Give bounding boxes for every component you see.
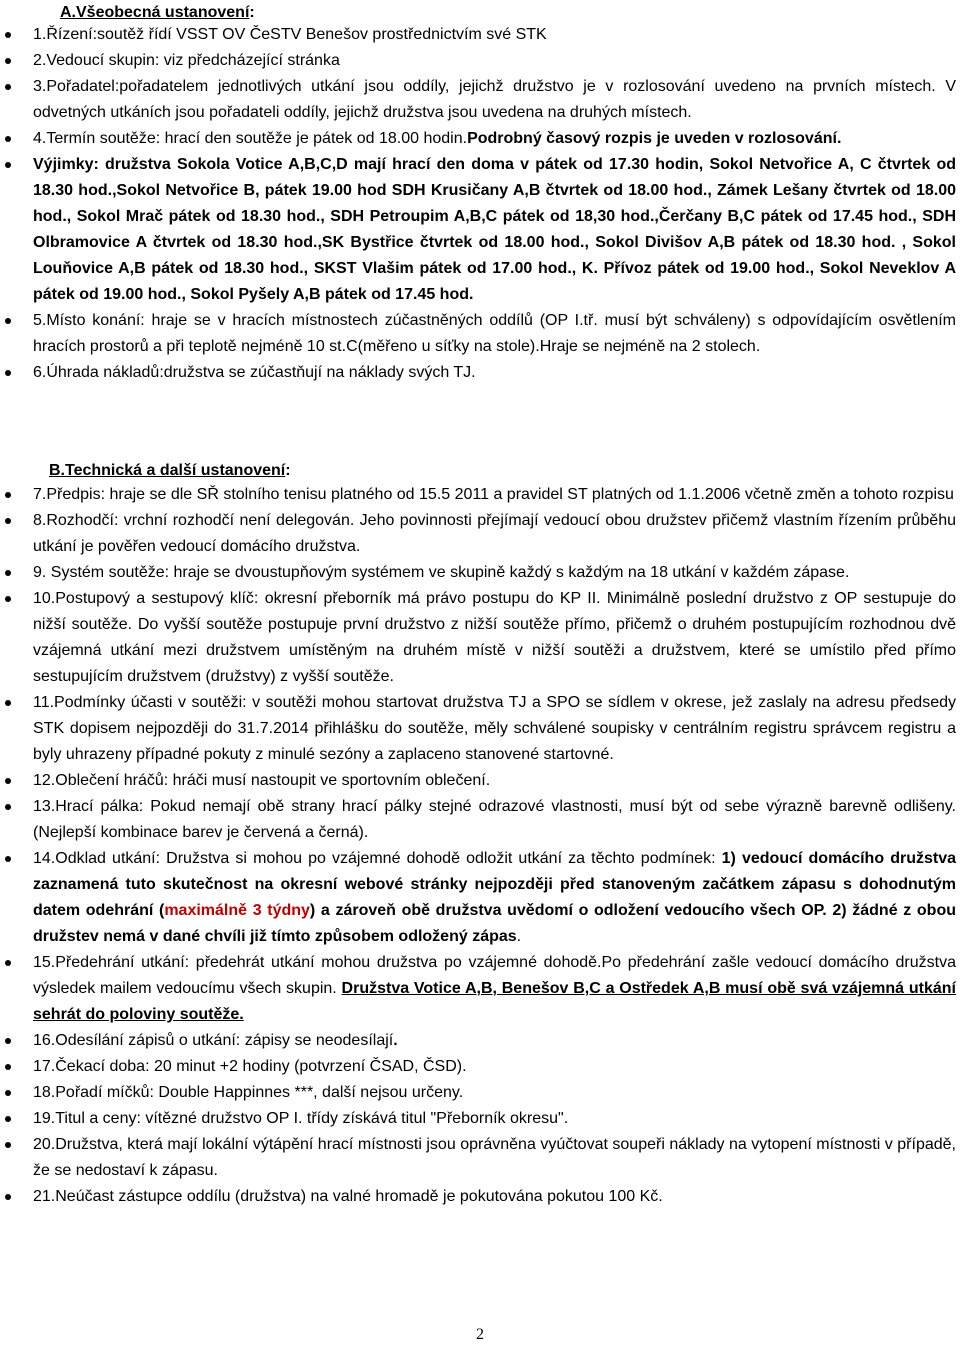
list-item: 12.Oblečení hráčů: hráči musí nastoupit ve sportovním oblečení. (0, 768, 960, 794)
list-item: 6.Úhrada nákladů:družstva se zúčastňují na náklady svých TJ. (0, 360, 960, 386)
bullet-icon (5, 492, 11, 498)
bullet-icon (5, 58, 11, 64)
bullet-icon (5, 136, 11, 142)
list-item: 14.Odklad utkání: Družstva si mohou po vzájemné dohodě odložit utkání za těchto podmínek: 1) vedoucí domácího družstva zaznamená tuto skutečnost na okresní webové stránky nejpozději před stanoveným začátkem zápasu s dohodnutým datem odehrání (maximálně 3 týdny) a zároveň obě družstva uvědomí o odložení vedoucího všech OP. 2) žádné z obou družstev nemá v dané chvíli již tímto způsobem odložený zápas. (0, 846, 960, 950)
list-item: 5.Místo konání: hraje se v hracích místnostech zúčastněných oddílů (OP I.tř. musí být schváleny) s odpovídajícím osvětlením hracích prostorů a při teplotě nejméně 10 st.C(měřeno u síťky na stole).Hraje se nejméně na 2 stolech. (0, 308, 960, 360)
list-item: 2.Vedoucí skupin: viz předcházející stránka (0, 48, 960, 74)
list-item: 15.Předehrání utkání: předehrát utkání mohou družstva po vzájemné dohodě.Po předehrání zašle vedoucí domácího družstva výsledek mailem vedoucímu všech skupin. Družstva Votice A,B, Benešov B,C a Ostředek A,B musí obě svá vzájemná utkání sehrát do poloviny soutěže. (0, 950, 960, 1028)
list-item: 13.Hrací pálka: Pokud nemají obě strany hrací pálky stejné odrazové vlastnosti, musí být od sebe výrazně barevně odlišeny. (Nejlepší kombinace barev je červená a černá). (0, 794, 960, 846)
bullet-icon (5, 596, 11, 602)
bullet-icon (5, 856, 11, 862)
bullet-icon (5, 32, 11, 38)
list-item: 18.Pořadí míčků: Double Happinnes ***, další nejsou určeny. (0, 1080, 960, 1106)
list-item: 17.Čekací doba: 20 minut +2 hodiny (potvrzení ČSAD, ČSD). (0, 1054, 960, 1080)
list-item: 7.Předpis: hraje se dle SŘ stolního tenisu platného od 15.5 2011 a pravidel ST platných od 1.1.2006 včetně změn a tohoto rozpisu (0, 482, 960, 508)
bullet-icon (5, 570, 11, 576)
list-item: 8.Rozhodčí: vrchní rozhodčí není delegován. Jeho povinnosti přejímají vedoucí obou družstev přičemž vlastním řízením průběhu utkání je pověřen vedoucí domácího družstva. (0, 508, 960, 560)
bullet-icon (5, 84, 11, 90)
list-item: 4.Termín soutěže: hrací den soutěže je pátek od 18.00 hodin.Podrobný časový rozpis je uveden v rozlosování. (0, 126, 960, 152)
bullet-icon (5, 518, 11, 524)
bullet-icon (5, 778, 11, 784)
page-number: 2 (476, 1326, 484, 1343)
bullet-icon (5, 1064, 11, 1070)
bullet-icon (5, 318, 11, 324)
bullet-icon (5, 1142, 11, 1148)
section-b-list (0, 482, 960, 1210)
bullet-icon (5, 1038, 11, 1044)
list-item: 1.Řízení:soutěž řídí VSST OV ČeSTV Benešov prostřednictvím své STK (0, 22, 960, 48)
bullet-icon (5, 1194, 11, 1200)
list-item: 21.Neúčast zástupce oddílu (družstva) na valné hromadě je pokutována pokutou 100 Kč. (0, 1184, 960, 1210)
bullet-icon (5, 804, 11, 810)
list-item: Výjimky: družstva Sokola Votice A,B,C,D mají hrací den doma v pátek od 17.30 hodin, Sokol Netvořice A, C čtvrtek od 18.30 hod.,Sokol Netvořice B, pátek 19.00 hod SDH Krusičany A,B čtvrtek od 18.00 hod., Zámek Lešany čtvrtek od 18.00 hod., Sokol Mrač pátek od 18.30 hod., SDH Petroupim A,B,C pátek od 18,30 hod.,Čerčany B,C pátek od 17.45 hod., SDH Olbramovice A čtvrtek od 18.30 hod.,SK Bystřice čtvrtek od 18.00 hod., Sokol Divišov A,B pátek od 18.30 hod. , Sokol Louňovice A,B pátek od 18.30 hod., SKST Vlašim pátek od 17.00 hod., K. Přívoz pátek od 19.00 hod., Sokol Neveklov A pátek od 19.00 hod., Sokol Pyšely A,B pátek od 17.45 hod. (0, 152, 960, 308)
list-item: 20.Družstva, která mají lokální výtápění hrací místnosti jsou oprávněna vyúčtovat soupeři náklady na vytopení místnosti v případě, že se nedostaví k zápasu. (0, 1132, 960, 1184)
bullet-icon (5, 162, 11, 168)
list-item: 9. Systém soutěže: hraje se dvoustupňovým systémem ve skupině každý s každým na 18 utkání v každém zápase. (0, 560, 960, 586)
bullet-icon (5, 960, 11, 966)
list-item: 3.Pořadatel:pořadatelem jednotlivých utkání jsou oddíly, jejichž družstvo je v rozlosování uvedeno na prvních místech. V odvetných utkáních jsou pořadateli oddíly, jejichž družstva jsou uvedena na druhých místech. (0, 74, 960, 126)
list-item: 10.Postupový a sestupový klíč: okresní přeborník má právo postupu do KP II. Minimálně poslední družstvo z OP sestupuje do nižší soutěže. Do vyšší soutěže postupuje první družstvo z nižší soutěže přímo, přičemž o druhém postupujícím rozhodnou dvě vzájemná utkání mezi družstvem umístěným na druhém místě v nižší soutěži a družstvem, které se umístilo před přímo sestupujícím družstvem (družstvy) z vyšší soutěže. (0, 586, 960, 690)
section-b-heading: B.Technická a další ustanovení: (49, 462, 291, 479)
bullet-icon (5, 370, 11, 376)
section-a-heading: A.Všeobecná ustanovení: (60, 4, 255, 21)
section-a-list (0, 22, 960, 386)
bullet-icon (5, 1090, 11, 1096)
list-item: 11.Podmínky účasti v soutěži: v soutěži mohou startovat družstva TJ a SPO se sídlem v okrese, jež zaslaly na adresu předsedy STK dopisem nejpozději do 31.7.2014 přihlášku do soutěže, měly schválené soupisky v centrálním registru správcem registru a byly uhrazeny případné pokuty z minulé sezóny a zaplaceno stanovené startovné. (0, 690, 960, 768)
list-item: 16.Odesílání zápisů o utkání: zápisy se neodesílají. (0, 1028, 960, 1054)
list-item: 19.Titul a ceny: vítězné družstvo OP I. třídy získává titul "Přeborník okresu". (0, 1106, 960, 1132)
bullet-icon (5, 1116, 11, 1122)
bullet-icon (5, 700, 11, 706)
